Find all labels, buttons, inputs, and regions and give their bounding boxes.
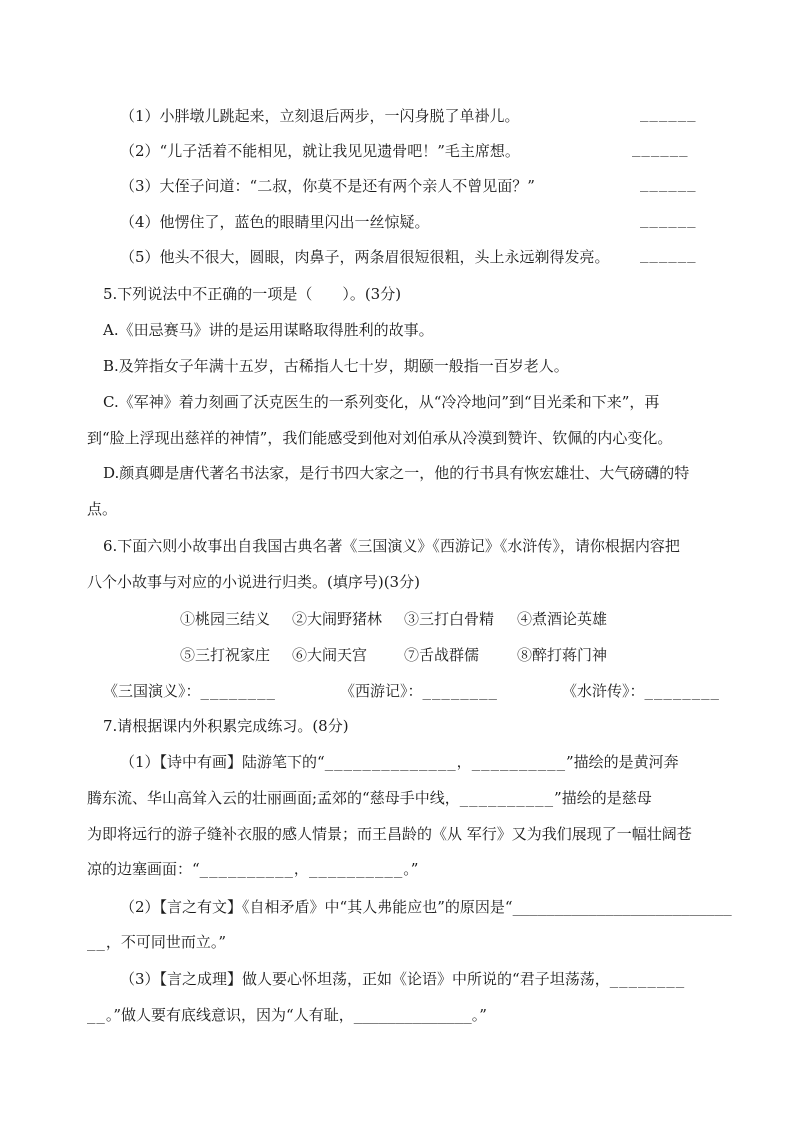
- q6-category-shuihu: [562, 680, 720, 701]
- q4-item-4-blank[interactable]: ______: [640, 212, 697, 228]
- q7-part1-blank3[interactable]: __________，__________: [199, 862, 404, 878]
- q4-item-5: [120, 247, 720, 267]
- q7-part1-line1-text-a: （1）【诗中有画】陆游笔下的“: [120, 753, 325, 771]
- q7-part2-blank1[interactable]: __________________________: [512, 900, 732, 916]
- q6-stem-line2: 八个小故事与对应的小说进行归类。(填序号)(3分): [87, 573, 420, 591]
- q4-item-5-blank[interactable]: ______: [640, 247, 697, 263]
- q5-option-c-line1: C.《军神》着力刻画了沃克医生的一系列变化，从“冷冷地问”到“目光柔和下来”，再: [103, 393, 660, 411]
- q7-part1-line2-text-b: ”描绘的是慈母: [554, 789, 652, 807]
- q7-stem: 7.请根据课内外积累完成练习。(8分): [103, 717, 349, 735]
- q7-part3-blank1[interactable]: ________: [609, 972, 686, 988]
- q4-item-2-blank[interactable]: ______: [632, 141, 689, 157]
- q4-item-4: [120, 212, 720, 232]
- q4-item-5-text: （5）他头不很大，圆眼，肉鼻子，两条眉很短很粗，头上永远剃得发亮。: [120, 248, 610, 266]
- q5-option-c-line2: 到“脸上浮现出慈祥的神情”，我们能感受到他对刘伯承从冷漠到赞许、钦佩的内心变化。: [87, 429, 673, 447]
- q6-story-3: ③三打白骨精: [404, 610, 495, 628]
- q6-stem-line1: 6.下面六则小故事出自我国古典名著《三国演义》《西游记》《水浒传》，请你根据内容把: [103, 537, 680, 555]
- q7-part1-blank1[interactable]: ______________，__________: [324, 755, 567, 771]
- q6-category-xiyou-label: 《西游记》：: [340, 682, 423, 700]
- q4-item-4-text: （4）他愣住了，蓝色的眼睛里闪出一丝惊疑。: [120, 213, 430, 231]
- q6-category-xiyou-blank[interactable]: ________: [422, 684, 498, 700]
- q5-option-b: B.及笄指女子年满十五岁，古稀指人七十岁，期颐一般指一百岁老人。: [103, 357, 569, 375]
- q5-option-d-line2: 点。: [87, 500, 118, 518]
- q7-part3-line2-text-a: 。”做人要有底线意识，因为“人有耻，: [105, 1006, 354, 1024]
- q7-part1-line4-text-a: 凉的边塞画面：“: [87, 860, 200, 878]
- q7-part1-line3: 为即将远行的游子缝补衣服的感人情景；而王昌龄的《从 军行》又为我们展现了一幅壮阔苍: [87, 825, 692, 843]
- q7-part2-line1: [120, 897, 732, 918]
- q7-part2-line2-text: ，不可同世而立。”: [105, 933, 227, 951]
- q7-part1-line1: [120, 752, 720, 773]
- q7-part1-line4: [87, 859, 720, 880]
- q7-part3-line1: [120, 969, 720, 990]
- q6-category-shuihu-blank[interactable]: ________: [644, 684, 720, 700]
- q7-part3-blank2[interactable]: ______________: [353, 1008, 472, 1024]
- q7-part2-line2: [87, 932, 720, 953]
- q6-category-row: [103, 680, 720, 701]
- q4-item-2-text: （2）“儿子活着不能相见，就让我见见遗骨吧！”毛主席想。: [120, 142, 520, 160]
- q7-part1-line1-text-b: ”描绘的是黄河奔: [566, 753, 679, 771]
- q4-item-3-blank[interactable]: ______: [640, 176, 697, 192]
- q7-part2-blank1-cont[interactable]: __: [87, 935, 106, 951]
- q4-item-1-text: （1）小胖墩儿跳起来，立刻退后两步，一闪身脱了单褂儿。: [120, 107, 520, 125]
- q5-stem: 5.下列说法中不正确的一项是（ ）。(3分): [103, 285, 402, 303]
- q7-part3-line2: [87, 1005, 720, 1026]
- q4-item-3: [120, 176, 720, 196]
- q6-story-8: ⑧醉打蒋门神: [517, 646, 608, 664]
- q6-story-4: ④煮酒论英雄: [517, 610, 608, 628]
- q4-item-3-text: （3）大侄子问道：“二叔，你莫不是还有两个亲人不曾见面？”: [120, 177, 535, 195]
- q7-part1-blank2[interactable]: __________: [459, 791, 555, 807]
- q6-story-1: ①桃园三结义: [180, 610, 271, 628]
- q7-part1-line4-text-b: 。”: [403, 860, 419, 878]
- q4-item-1: [120, 106, 720, 126]
- q7-part3-blank1-cont[interactable]: __: [87, 1008, 106, 1024]
- q5-option-a: A.《田忌赛马》讲的是运用谋略取得胜利的故事。: [103, 321, 434, 339]
- q6-category-sanguo-label: 《三国演义》：: [103, 682, 201, 700]
- q4-item-1-blank[interactable]: ______: [640, 106, 697, 122]
- q7-part1-line2: [87, 788, 720, 809]
- q5-option-d-line1: D.颜真卿是唐代著名书法家，是行书四大家之一，他的行书具有恢宏雄壮、大气磅礴的特: [103, 464, 690, 482]
- q7-part2-line1-text: （2）【言之有文】《自相矛盾》中“其人弗能应也”的原因是“: [120, 898, 513, 916]
- q7-part1-line2-text-a: 腾东流、华山高耸入云的壮丽画面;孟郊的“慈母手中线，: [87, 789, 460, 807]
- q6-category-sanguo: [103, 680, 276, 701]
- q6-story-7: ⑦舌战群儒: [404, 646, 480, 664]
- q7-part3-line2-text-b: 。”: [471, 1006, 487, 1024]
- q7-part3-line1-text: （3）【言之成理】做人要心怀坦荡，正如《论语》中所说的“君子坦荡荡，: [120, 970, 610, 988]
- q6-story-5: ⑤三打祝家庄: [180, 646, 271, 664]
- q6-story-2: ②大闹野猪林: [292, 610, 383, 628]
- q6-category-sanguo-blank[interactable]: ________: [200, 684, 276, 700]
- q4-item-2: [120, 141, 720, 161]
- q6-category-shuihu-label: 《水浒传》：: [562, 682, 645, 700]
- q6-category-xiyou: [340, 680, 498, 701]
- q6-story-6: ⑥大闹天宫: [292, 646, 368, 664]
